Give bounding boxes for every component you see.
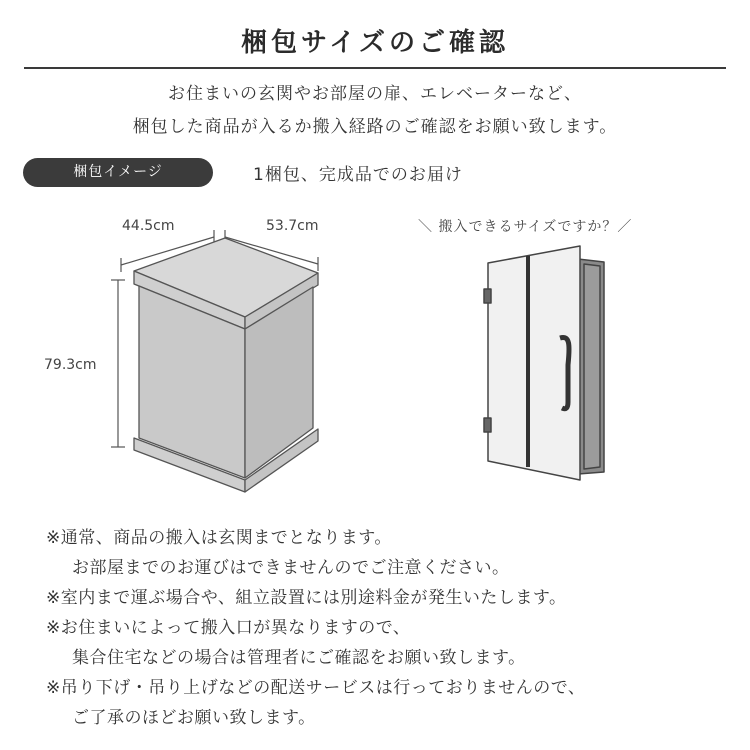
notes-list	[46, 523, 736, 733]
hinge-top	[484, 289, 491, 303]
note-1: ※通常、商品の搬入は玄関までとなります。	[46, 528, 392, 548]
package-width-label: 44.5cm	[122, 218, 175, 234]
note-3-cont: 集合住宅などの場合は管理者にご確認をお願い致します。	[72, 648, 526, 668]
note-4: ※吊り下げ・吊り上げなどの配送サービスは行っておりませんので、	[46, 678, 586, 698]
package-height-label: 79.3cm	[44, 357, 97, 373]
note-3: ※お住まいによって搬入口が異なりますので、	[46, 618, 411, 638]
note-2: ※室内まで運ぶ場合や、組立設置には別途料金が発生いたします。	[46, 588, 567, 608]
package-image-badge: 梱包イメージ	[23, 158, 213, 187]
note-4-cont: ご了承のほどお願い致します。	[72, 708, 316, 728]
door-question: ＼ 搬入できるサイズですか？／	[418, 219, 633, 235]
door-illustration	[484, 246, 604, 480]
intro-line-1: お住まいの玄関やお部屋の扉、エレベーターなど、	[168, 84, 582, 104]
package-box	[134, 238, 318, 492]
note-1-cont: お部屋までのお運びはできませんのでご注意ください。	[72, 558, 510, 578]
package-depth-label: 53.7cm	[266, 218, 319, 234]
page-title: 梱包サイズのご確認	[241, 28, 509, 58]
hinge-bottom	[484, 418, 491, 432]
package-caption: 1梱包、完成品でのお届け	[253, 165, 463, 185]
intro-line-2: 梱包した商品が入るか搬入経路のご確認をお願い致します。	[132, 117, 618, 137]
